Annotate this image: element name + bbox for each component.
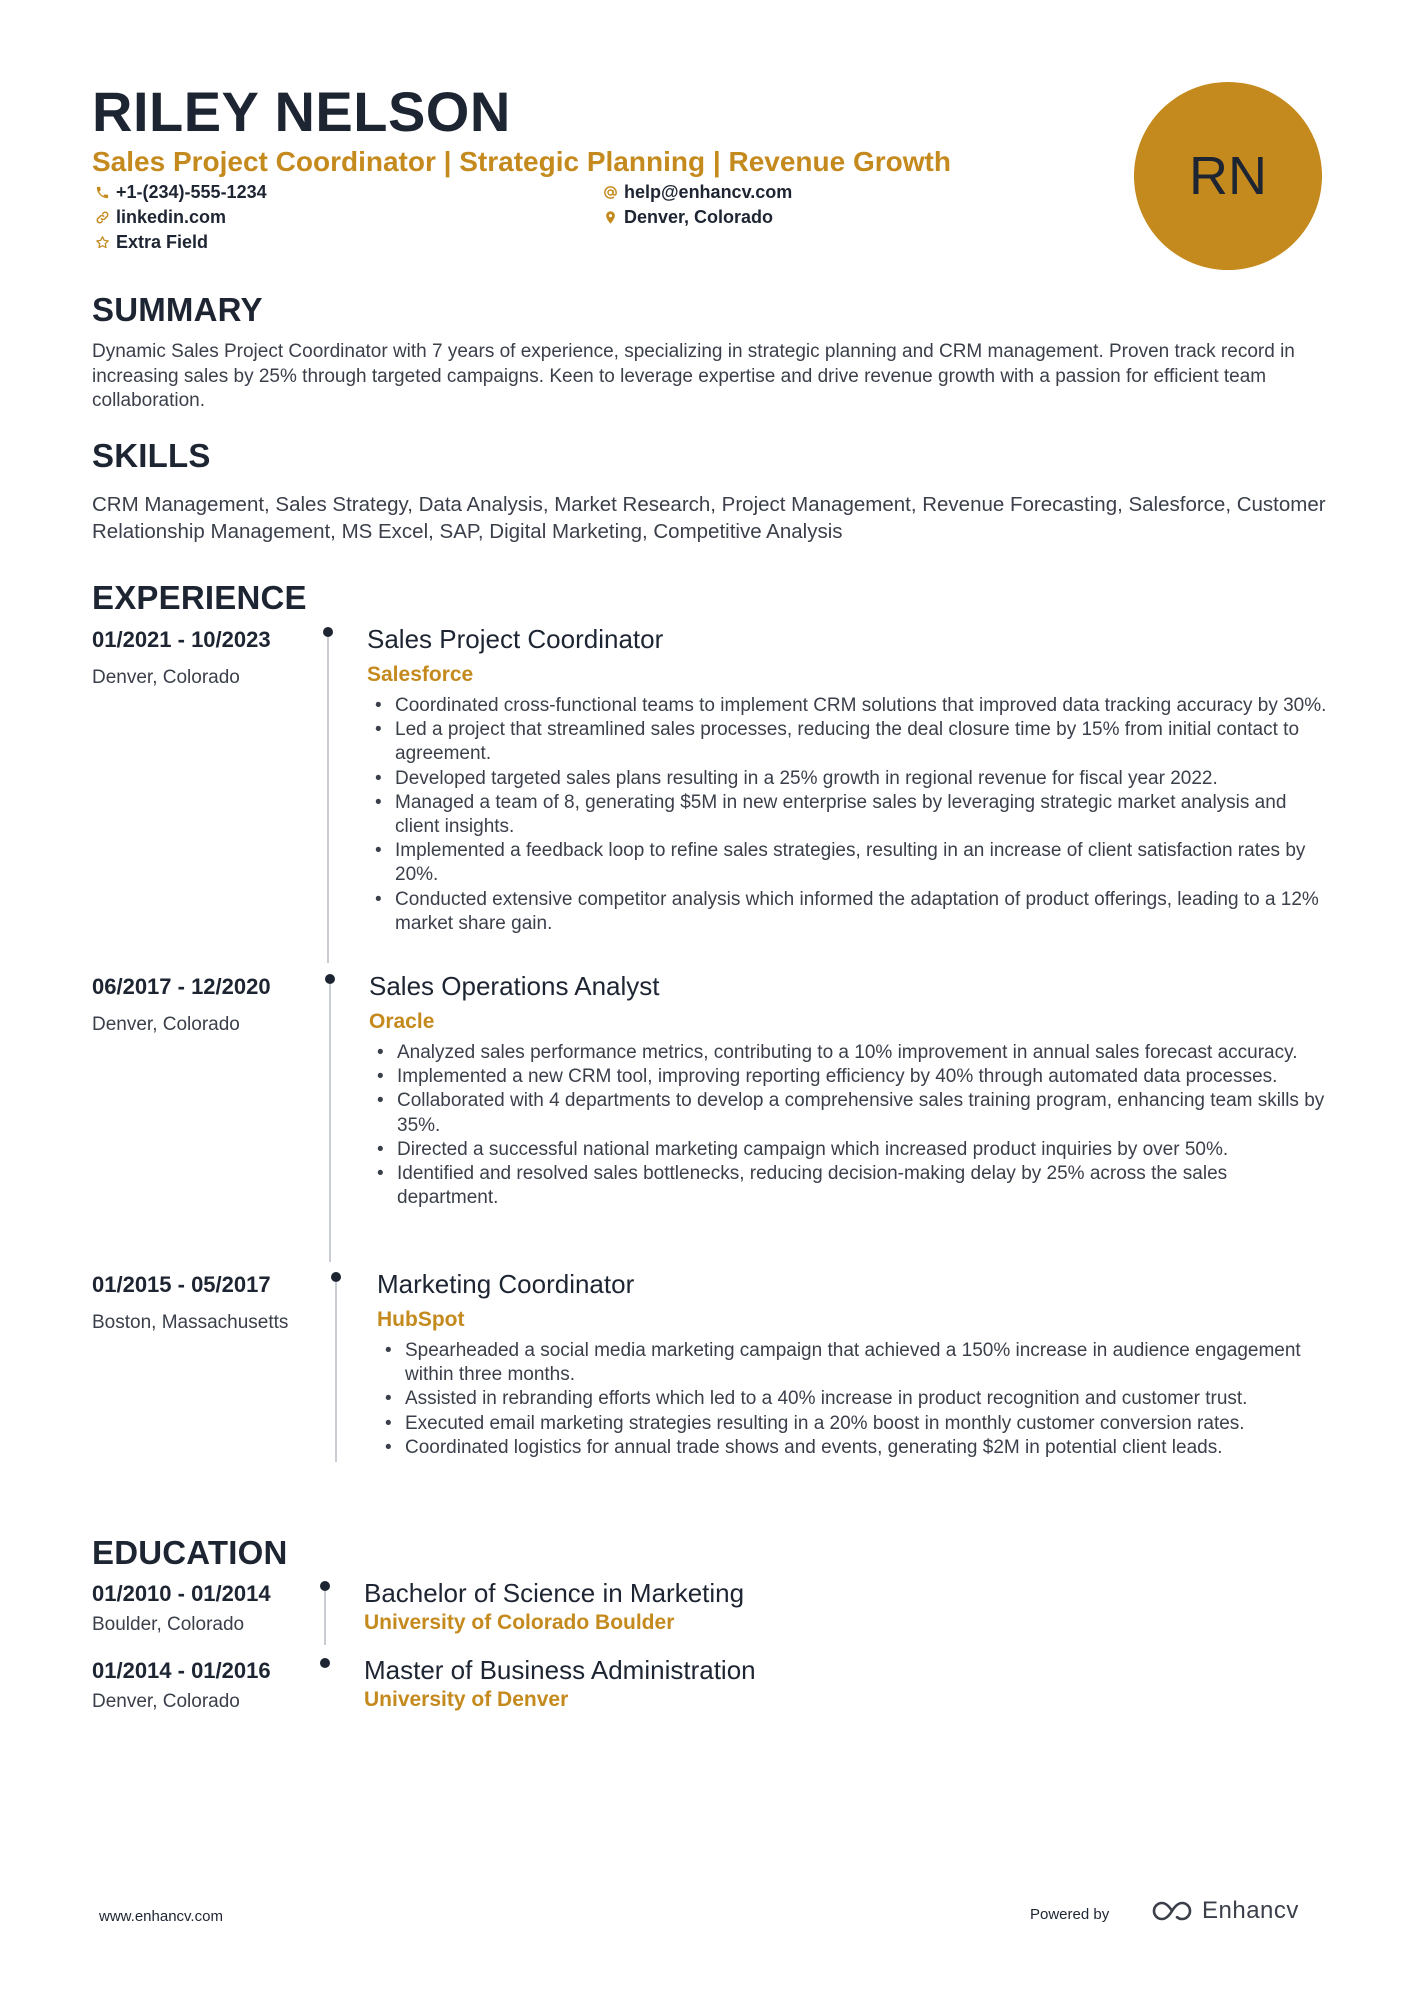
- education-school: University of Denver: [364, 1688, 569, 1711]
- list-item: • Coordinated logistics for annual trade shows and events, generating $2M in potential client leads.: [377, 1436, 1337, 1460]
- timeline-line: [327, 637, 329, 963]
- list-item: • Identified and resolved sales bottlenecks, reducing decision-making delay by 25% across the sales department.: [369, 1162, 1329, 1210]
- timeline-dot: [325, 974, 335, 984]
- summary-title: SUMMARY: [92, 291, 263, 328]
- skills-title: SKILLS: [92, 437, 211, 474]
- experience-date: 01/2021 - 10/2023: [92, 627, 271, 652]
- location-pin-icon: [600, 207, 620, 227]
- list-item: • Assisted in rebranding efforts which led to a 40% increase in product recognition and customer trust.: [377, 1387, 1337, 1411]
- education-degree: Bachelor of Science in Marketing: [364, 1578, 745, 1608]
- experience-title: EXPERIENCE: [92, 579, 307, 616]
- timeline-line: [324, 1591, 326, 1645]
- experience-role: Sales Project Coordinator: [367, 624, 664, 654]
- skills-text: CRM Management, Sales Strategy, Data Analysis, Market Research, Project Management, Revenue Forecasting, Salesforce, Customer Relationship Management, MS Excel, SAP, Digital Marketing, Competitive Analysis: [92, 493, 1326, 543]
- contact-phone-text: +1-(234)-555-1234: [116, 182, 267, 202]
- timeline-dot: [320, 1581, 330, 1591]
- experience-location: Denver, Colorado: [92, 1014, 240, 1035]
- contact-linkedin-text: linkedin.com: [116, 207, 227, 227]
- experience-company: Oracle: [369, 1010, 435, 1033]
- headline: Sales Project Coordinator | Strategic Planning | Revenue Growth: [92, 146, 951, 177]
- candidate-name: RILEY NELSON: [92, 80, 511, 143]
- summary-text: Dynamic Sales Project Coordinator with 7 years of experience, specializing in strategic planning and CRM management. Proven track record in increasing sales by 25% through targeted campaigns. Keen to leverage expertise and drive revenue growth with a passion for efficient team collaboration.: [92, 341, 1295, 411]
- experience-location: Denver, Colorado: [92, 667, 240, 688]
- list-item: • Led a project that streamlined sales processes, reducing the deal closure time by 15% from initial contact to agreement.: [367, 718, 1327, 766]
- timeline-dot: [331, 1272, 341, 1282]
- timeline-line: [335, 1282, 337, 1462]
- list-item: • Conducted extensive competitor analysis which informed the adaptation of product offerings, leading to a 12% market share gain.: [367, 888, 1327, 936]
- footer-powered-by: Powered by: [1030, 1906, 1110, 1923]
- at-icon: [600, 182, 620, 202]
- experience-role: Sales Operations Analyst: [369, 971, 660, 1001]
- list-item: • Implemented a feedback loop to refine sales strategies, resulting in an increase of client satisfaction rates by 20%.: [367, 839, 1327, 887]
- phone-icon: [92, 182, 112, 202]
- contact-location: [600, 206, 773, 228]
- star-icon: [92, 232, 112, 252]
- list-item: • Implemented a new CRM tool, improving reporting efficiency by 40% through automated data processes.: [369, 1065, 1329, 1089]
- education-location: Denver, Colorado: [92, 1691, 240, 1712]
- education-location: Boulder, Colorado: [92, 1614, 245, 1635]
- list-item: • Collaborated with 4 departments to develop a comprehensive sales training program, enhancing team skills by 35%.: [369, 1089, 1329, 1137]
- education-degree: Master of Business Administration: [364, 1655, 756, 1685]
- footer-brand-text: Enhancv: [1202, 1897, 1299, 1924]
- footer-website-link[interactable]: www.enhancv.com: [99, 1908, 223, 1925]
- list-item: • Managed a team of 8, generating $5M in new enterprise sales by leveraging strategic market analysis and client insights.: [367, 791, 1327, 839]
- timeline-line: [329, 984, 331, 1262]
- experience-date: 01/2015 - 05/2017: [92, 1272, 271, 1297]
- contact-linkedin[interactable]: [92, 206, 226, 228]
- timeline-dot: [323, 627, 333, 637]
- list-item: • Analyzed sales performance metrics, contributing to a 10% improvement in annual sales forecast accuracy.: [369, 1041, 1329, 1065]
- contact-phone[interactable]: [92, 181, 267, 203]
- experience-location: Boston, Massachusetts: [92, 1312, 289, 1333]
- list-item: • Executed email marketing strategies resulting in a 20% boost in monthly customer conversion rates.: [377, 1412, 1337, 1436]
- timeline-dot: [320, 1658, 330, 1668]
- contact-extra: [92, 231, 208, 253]
- enhancv-logo-icon: [1148, 1897, 1196, 1925]
- experience-role: Marketing Coordinator: [377, 1269, 635, 1299]
- experience-company: Salesforce: [367, 663, 474, 686]
- experience-date: 06/2017 - 12/2020: [92, 974, 271, 999]
- list-item: • Directed a successful national marketing campaign which increased product inquiries by over 50%.: [369, 1138, 1329, 1162]
- education-title: EDUCATION: [92, 1534, 288, 1571]
- experience-company: HubSpot: [377, 1308, 465, 1331]
- list-item: • Spearheaded a social media marketing campaign that achieved a 150% increase in audience engagement within three months.: [377, 1339, 1337, 1387]
- education-date: 01/2014 - 01/2016: [92, 1658, 271, 1683]
- education-school: University of Colorado Boulder: [364, 1611, 675, 1634]
- link-icon: [92, 207, 112, 227]
- avatar: RN: [1134, 82, 1322, 270]
- contact-email-text: help@enhancv.com: [624, 182, 793, 202]
- experience-bullets: [369, 1041, 1329, 1210]
- list-item: • Developed targeted sales plans resulting in a 25% growth in regional revenue for fiscal year 2022.: [367, 767, 1327, 791]
- contact-location-text: Denver, Colorado: [624, 207, 774, 227]
- education-date: 01/2010 - 01/2014: [92, 1581, 271, 1606]
- experience-bullets: [377, 1339, 1337, 1460]
- list-item: • Coordinated cross-functional teams to implement CRM solutions that improved data tracking accuracy by 30%.: [367, 694, 1327, 718]
- contact-extra-text: Extra Field: [116, 232, 209, 252]
- footer-brand-logo[interactable]: [1148, 1897, 1299, 1925]
- contact-email[interactable]: [600, 181, 792, 203]
- experience-bullets: [367, 694, 1327, 936]
